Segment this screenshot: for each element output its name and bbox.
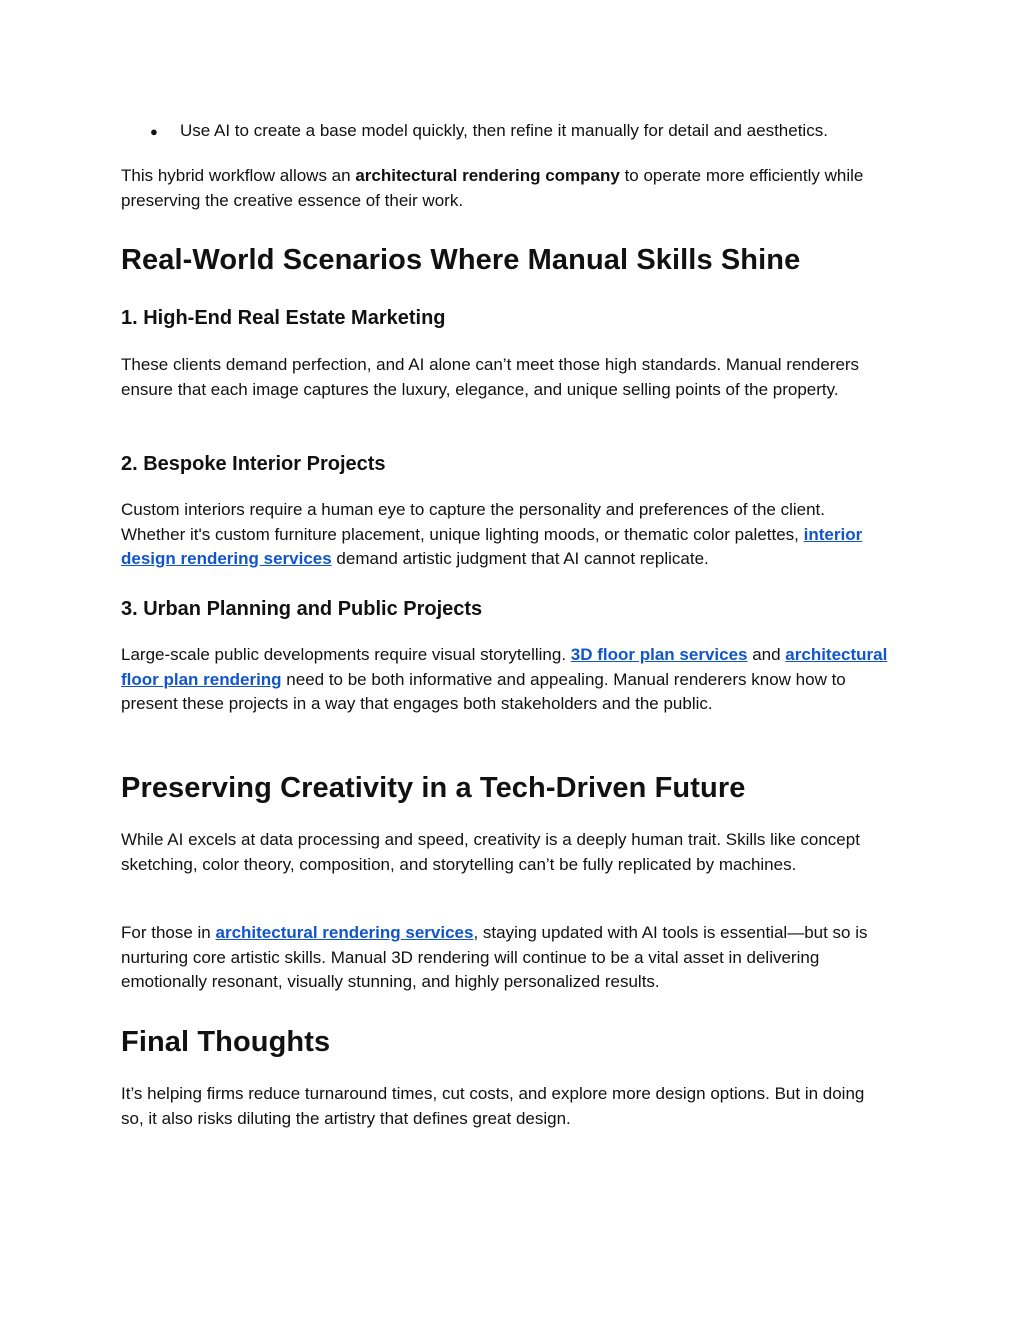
subsection-1 (121, 305, 901, 331)
subheading-bespoke-interior: 2. Bespoke Interior Projects (121, 453, 386, 475)
paragraph-text: These clients demand perfection, and AI alone can’t meet those high standards. Manual renderers ensure that each image captures the luxury, elegance, and unique selling points of the property. (121, 355, 860, 399)
link-3d-floor-plan-services[interactable]: 3D floor plan services (570, 645, 748, 664)
paragraph-text-after: need to be both informative and appealing. Manual renderers know how to present these projects in a way that engages both stakeholders and the public. (121, 669, 846, 713)
subsection-3 (121, 596, 901, 622)
section-final (121, 1025, 901, 1059)
subheading-urban-planning: 3. Urban Planning and Public Projects (121, 598, 483, 620)
paragraph-text: While AI excels at data processing and speed, creativity is a deeply human trait. Skills like concept sketching, color theory, composition, and storytelling can’t be fully replicated by machines. (121, 830, 860, 874)
paragraph-high-end-real-estate (121, 353, 886, 402)
section-real-world (121, 243, 901, 277)
section-heading-creativity: Preserving Creativity in a Tech-Driven Future (121, 772, 746, 804)
intro-text-after: to operate more efficiently while preserving the creative essence of their work. (121, 166, 864, 210)
paragraph-text-before: For those in (121, 923, 216, 942)
subheading-high-end-real-estate: 1. High-End Real Estate Marketing (121, 307, 446, 329)
paragraph-text-before: Custom interiors require a human eye to capture the personality and preferences of the client. Whether it's custom furniture placement, unique lighting moods, or thematic color palettes, (121, 500, 825, 544)
section-heading-final-thoughts: Final Thoughts (121, 1026, 331, 1058)
intro-bold-company: architectural rendering company (355, 166, 620, 185)
bullet-item (150, 119, 910, 144)
intro-paragraph (121, 164, 891, 213)
paragraph-final (121, 1082, 886, 1131)
subsection-2 (121, 451, 901, 477)
link-architectural-rendering-services[interactable]: architectural rendering services (215, 923, 474, 942)
paragraph-text-after: , staying updated with AI tools is essential—but so is nurturing core artistic skills. Manual 3D rendering will continue to be a vital asset in delivering emotionally resonant, visually stunning, and highly personalized results. (121, 923, 868, 991)
section-creativity (121, 771, 901, 805)
paragraph-text-middle: and (747, 645, 786, 664)
section-heading-real-world: Real-World Scenarios Where Manual Skills Shine (121, 244, 801, 276)
paragraph-bespoke-interior (121, 498, 891, 572)
paragraph-creativity-1 (121, 828, 866, 877)
paragraph-text-before: Large-scale public developments require visual storytelling. (121, 645, 571, 664)
paragraph-text-after: demand artistic judgment that AI cannot replicate. (331, 549, 709, 568)
paragraph-urban-planning (121, 643, 901, 717)
paragraph-creativity-2 (121, 921, 896, 995)
link-architectural-floor-plan-rendering[interactable]: architectural floor plan rendering (121, 645, 888, 689)
link-interior-design-rendering-services[interactable]: interior design rendering services (121, 524, 863, 568)
intro-text-before: This hybrid workflow allows an (121, 166, 356, 185)
bullet-dot-icon: ● (150, 124, 158, 139)
paragraph-text: It’s helping firms reduce turnaround times, cut costs, and explore more design options. But in doing so, it also risks diluting the artistry that defines great design. (121, 1084, 865, 1128)
bullet-text: Use AI to create a base model quickly, then refine it manually for detail and aesthetics. (180, 121, 828, 140)
